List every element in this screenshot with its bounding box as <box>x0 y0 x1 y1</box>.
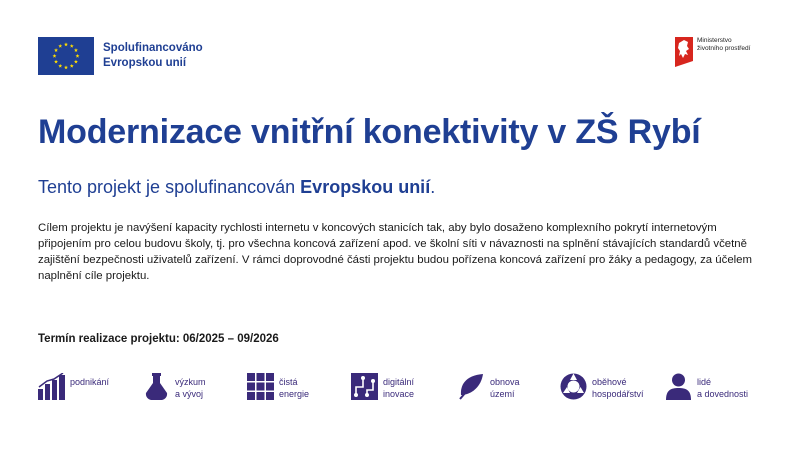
eu-logo-line2: Evropskou unií <box>103 57 187 69</box>
eu-star <box>74 48 78 52</box>
bar-chart-icon <box>38 373 65 400</box>
eu-star <box>53 54 57 58</box>
topic-item-obehove <box>560 373 644 400</box>
topic-label <box>697 373 748 400</box>
eu-star <box>54 60 58 64</box>
topics-row <box>38 373 768 403</box>
eu-flag-icon <box>38 37 94 75</box>
eu-cofunding-logo <box>38 37 203 75</box>
topic-label-line1: čistá <box>279 377 298 387</box>
eu-logo-line1: Spolufinancováno <box>103 42 203 54</box>
eu-star <box>58 44 62 48</box>
topic-label-line2: a dovednosti <box>697 389 749 399</box>
topic-label-line1: lidé <box>697 377 712 387</box>
topic-label-line1: výzkum <box>175 377 206 387</box>
project-title: Modernizace vnitřní konektivity v ZŠ Rybí <box>38 113 701 151</box>
topic-label-line1: digitální <box>383 377 415 387</box>
topic-label-line1: obnova <box>490 377 520 387</box>
recycle-icon <box>560 373 587 400</box>
eu-star <box>74 60 78 64</box>
topic-label-line2: hospodářství <box>592 389 644 399</box>
topic-label-line1: oběhové <box>592 377 627 387</box>
eu-star <box>76 54 80 58</box>
topic-label <box>592 373 644 400</box>
topic-label-line1: podnikání <box>70 377 110 387</box>
eu-star <box>58 64 62 68</box>
flask-icon <box>143 373 170 400</box>
topic-item-lide <box>665 373 748 400</box>
cofunding-emphasis: Evropskou unií <box>300 177 431 197</box>
person-icon <box>665 373 692 400</box>
project-description: Cílem projektu je navýšení kapacity rychlosti internetu v koncových stanicích tak, aby bylo dosaženo komplexního pokrytí internetovým připojením pro celou budovu školy, tj. pro všechna koncová zařízení apod. ve školní síti v návaznosti na splnění stávajících standardů včetně zajištění bezpečnosti uživatelů zařízení. V rámci doprovodné části projektu budou pořízena koncová zařízení pro žáky a pedagogy, za účelem naplnění cíle projektu. <box>38 222 753 282</box>
topic-label <box>279 373 309 400</box>
ministry-logo-text <box>697 37 750 53</box>
solar-panel-icon <box>247 373 274 400</box>
topic-label-line2: energie <box>279 389 310 399</box>
topic-label <box>383 373 414 400</box>
cofunding-statement <box>38 177 435 198</box>
topic-item-podnikani <box>38 373 109 400</box>
eu-star <box>64 65 68 69</box>
topic-label-line2: inovace <box>383 389 415 399</box>
topic-label-line2: a vývoj <box>175 389 204 399</box>
topic-item-obnova <box>458 373 520 400</box>
circuit-icon <box>351 373 378 400</box>
project-term: Termín realizace projektu: 06/2025 – 09/2026 <box>38 333 279 345</box>
topic-label <box>175 373 206 400</box>
eu-star <box>70 64 74 68</box>
czech-lion-icon <box>675 37 693 75</box>
topic-item-digitalni <box>351 373 414 400</box>
leaf-icon <box>458 373 485 400</box>
eu-star <box>70 44 74 48</box>
topic-label <box>70 373 109 388</box>
cofunding-suffix: . <box>430 177 436 197</box>
eu-star <box>54 48 58 52</box>
topic-label-line2: území <box>490 389 515 399</box>
ministry-logo <box>675 37 750 75</box>
topic-label <box>490 373 520 400</box>
eu-logo-text <box>103 41 203 71</box>
ministry-line1: Ministerstvo <box>697 37 732 44</box>
topic-item-energie <box>247 373 309 400</box>
cofunding-prefix: Tento projekt je spolufinancován <box>38 177 301 197</box>
topic-item-vyzkum <box>143 373 206 400</box>
eu-star <box>64 42 68 46</box>
ministry-line2: životního prostředí <box>697 45 751 52</box>
